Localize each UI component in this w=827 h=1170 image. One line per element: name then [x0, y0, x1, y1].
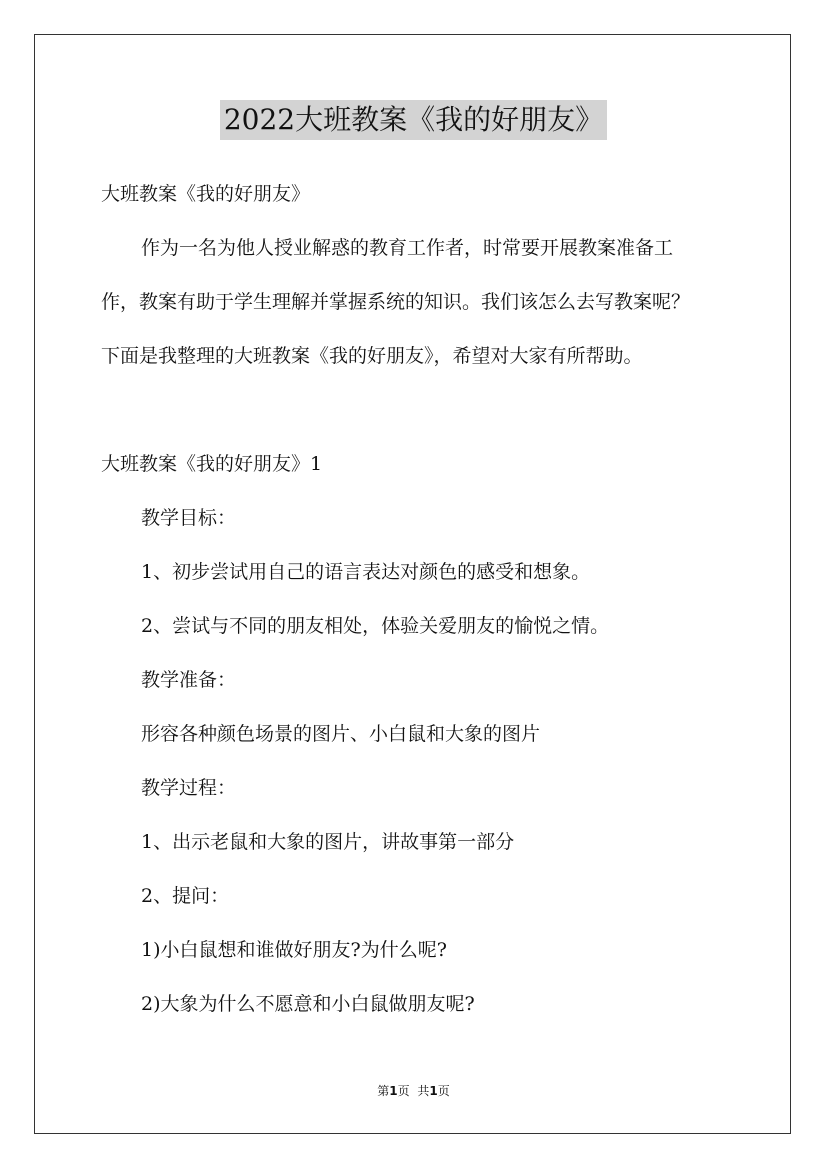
page-footer [0, 1083, 827, 1099]
footer-page-prefix: 第 [377, 1084, 390, 1098]
section-heading: 大班教案《我的好朋友》1 [101, 453, 323, 475]
body-line-objectives: 教学目标： [141, 507, 237, 529]
body-line-materials: 形容各种颜色场景的图片、小白鼠和大象的图片 [141, 723, 541, 745]
body-line-question-1: 1)小白鼠想和谁做好朋友?为什么呢? [141, 939, 447, 961]
document-heading: 大班教案《我的好朋友》 [101, 183, 311, 205]
title-container [0, 100, 827, 140]
intro-line-1: 作为一名为他人授业解惑的教育工作者，时常要开展教案准备工 [141, 237, 674, 259]
body-line-process: 教学过程： [141, 777, 237, 799]
footer-total-unit: 页 [437, 1084, 450, 1098]
footer-page-unit: 页 [397, 1084, 410, 1098]
document-title: 2022大班教案《我的好朋友》 [220, 100, 607, 140]
intro-line-2: 作，教案有助于学生理解并掌握系统的知识。我们该怎么去写教案呢？ [101, 291, 691, 313]
body-line-objective-2: 2、尝试与不同的朋友相处，体验关爱朋友的愉悦之情。 [141, 615, 610, 637]
body-line-step-2: 2、提问： [141, 885, 230, 907]
footer-total-number: 1 [429, 1084, 438, 1098]
body-line-objective-1: 1、初步尝试用自己的语言表达对颜色的感受和想象。 [141, 561, 591, 583]
body-line-preparation: 教学准备： [141, 669, 237, 691]
intro-line-3: 下面是我整理的大班教案《我的好朋友》，希望对大家有所帮助。 [101, 345, 643, 367]
footer-total-prefix: 共 [417, 1084, 430, 1098]
body-line-step-1: 1、出示老鼠和大象的图片，讲故事第一部分 [141, 831, 515, 853]
body-line-question-2: 2)大象为什么不愿意和小白鼠做朋友呢? [141, 993, 475, 1015]
footer-page-number: 1 [389, 1084, 398, 1098]
